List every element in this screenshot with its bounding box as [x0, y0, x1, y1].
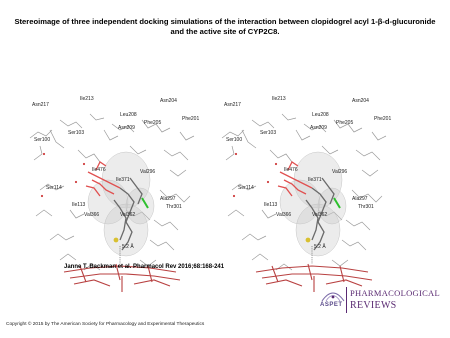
residue-label: Ser103 [68, 130, 85, 136]
residue-label: Val366 [276, 212, 292, 218]
residue-label: Ile213 [80, 96, 94, 102]
pharmacological-reviews-logo[interactable] [316, 287, 440, 315]
residue-label: Ala297 [160, 196, 176, 202]
residue-label: Ser103 [260, 130, 277, 136]
residue-label: Val366 [84, 212, 100, 218]
logo-line-1: PHARMACOLOGICAL [350, 288, 440, 298]
residue-label: Val362 [312, 212, 328, 218]
copyright-notice: Copyright © 2015 by The American Society for Pharmacology and Experimental Therapeutics [6, 322, 205, 327]
residue-label: Ile113 [264, 202, 278, 208]
residue-label: Ser114 [46, 185, 62, 191]
residue-label: Ile213 [272, 96, 286, 102]
residue-label: Asn209 [310, 125, 327, 131]
figure-title: Stereoimage of three independent docking simulations of the interaction between clopidogrel acyl 1-β-d-glucuronide and the active site of CYP2C8. [14, 17, 436, 36]
residue-label: Phe201 [182, 116, 200, 122]
residue-label: Val296 [332, 169, 348, 175]
stereo-panel-right [222, 114, 386, 292]
residue-label: Asn217 [224, 102, 241, 108]
residue-label: Ile476 [284, 167, 298, 173]
residue-label: Thr301 [166, 204, 182, 210]
logo-acronym: ASPET [320, 302, 343, 308]
residue-label: Thr301 [358, 204, 374, 210]
residue-label: Leu208 [120, 112, 137, 118]
logo-line-2: REVIEWS [350, 300, 397, 311]
logo-divider [346, 287, 347, 313]
residue-label: Ser114 [238, 185, 254, 191]
residue-label: Asn209 [118, 125, 135, 131]
aspet-emblem-icon [318, 287, 348, 303]
residue-label: Phe205 [144, 120, 162, 126]
citation: Janne T. Backman et al. Pharmacol Rev 2016;68:168-241 [64, 264, 225, 270]
residue-label: Ile476 [92, 167, 106, 173]
residue-label: Asn204 [352, 98, 369, 104]
distance-label: 5.2 Å [122, 244, 134, 250]
residue-label: Ile113 [72, 202, 86, 208]
residue-label: Asn204 [160, 98, 177, 104]
residue-label: Val296 [140, 169, 156, 175]
residue-label: Ala297 [352, 196, 368, 202]
residue-label: Val362 [120, 212, 136, 218]
residue-label: Ile371 [308, 177, 322, 183]
residue-label: Phe205 [336, 120, 354, 126]
distance-label: 5.2 Å [314, 244, 326, 250]
residue-label: Ile371 [116, 177, 130, 183]
residue-label: Asn217 [32, 102, 49, 108]
residue-label: Ser100 [226, 137, 243, 143]
residue-label: Phe201 [374, 116, 392, 122]
residue-label: Ser100 [34, 137, 51, 143]
residue-label: Leu208 [312, 112, 329, 118]
